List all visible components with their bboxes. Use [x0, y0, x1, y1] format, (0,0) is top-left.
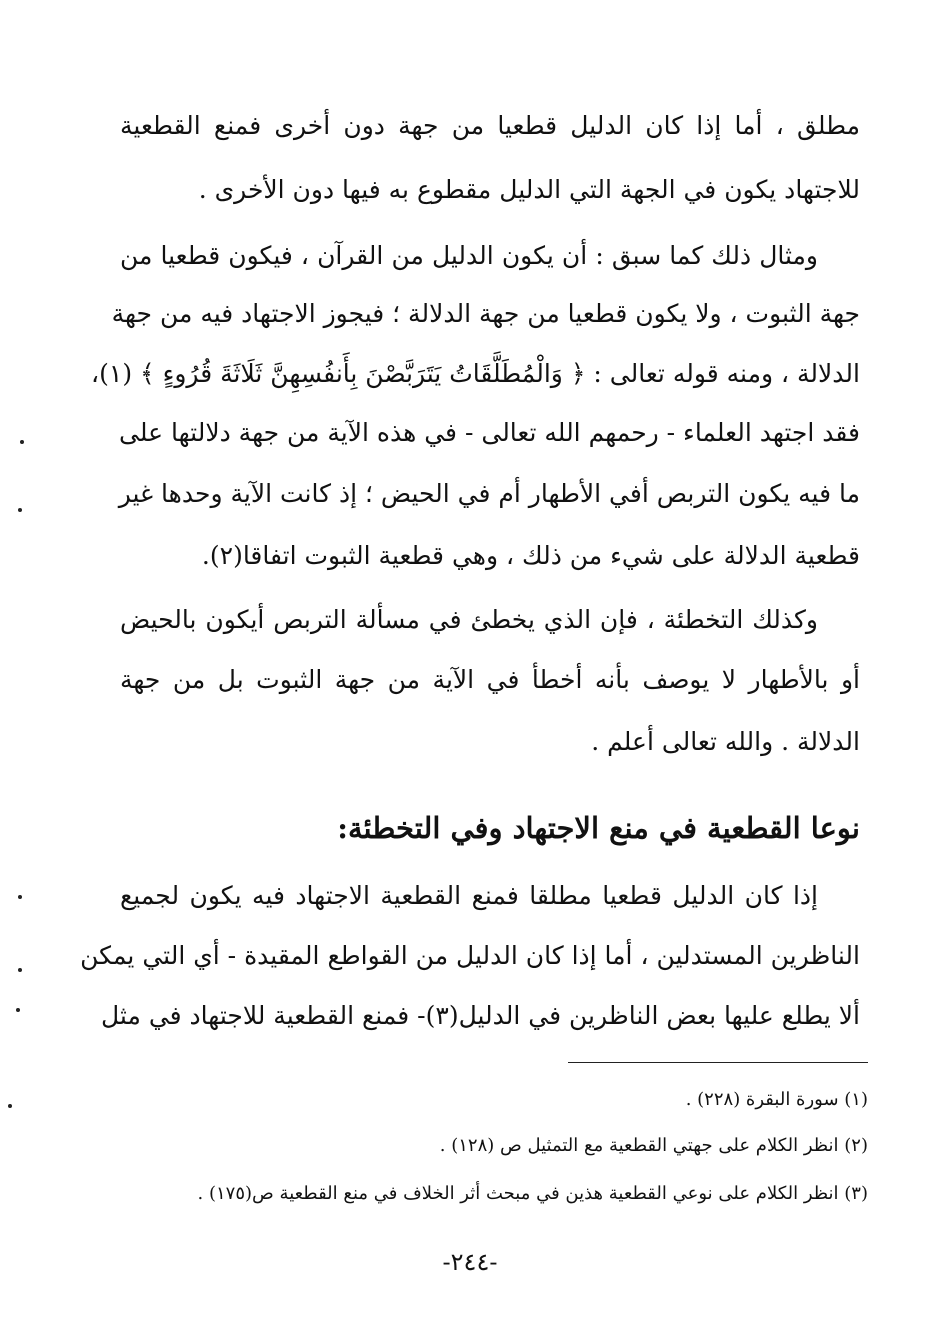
body-line-6: فقد اجتهد العلماء - رحمهم الله تعالى - في هذه الآية من جهة دلالتها على [119, 418, 860, 447]
body-line-5: الدلالة ، ومنه قوله تعالى : ﴿ وَالْمُطَلَّقَاتُ يَتَرَبَّصْنَ بِأَنفُسِهِنَّ ثَلَاثَةَ قُرُوءٍ ﴾ (١)، [91, 359, 860, 388]
section-heading: نوعا القطعية في منع الاجتهاد وفي التخطئة: [337, 811, 860, 845]
body-line-4: جهة الثبوت ، ولا يكون قطعيا من جهة الدلالة ؛ فيجوز الاجتهاد فيه من جهة [111, 299, 860, 328]
body-line-9: وكذلك التخطئة ، فإن الذي يخطئ في مسألة التربص أيكون بالحيض [120, 605, 818, 634]
scan-speck [8, 1104, 12, 1108]
body-line-13: الناظرين المستدلين ، أما إذا كان الدليل من القواطع المقيدة - أي التي يمكن [80, 941, 860, 970]
scan-speck [16, 1008, 20, 1012]
body-line-14: ألا يطلع عليها بعض الناظرين في الدليل(٣)- فمنع القطعية للاجتهاد في مثل [101, 1001, 860, 1030]
body-line-1: مطلق ، أما إذا كان الدليل قطعيا من جهة دون أخرى فمنع القطعية [120, 111, 860, 140]
footnote-separator [568, 1062, 868, 1063]
body-line-8: قطعية الدلالة على شيء من ذلك ، وهي قطعية الثبوت اتفاقا(٢). [201, 541, 860, 570]
body-line-7: ما فيه يكون التربص أفي الأطهار أم في الحيض ؛ إذ كانت الآية وحدها غير [118, 479, 860, 508]
footnote-1: (١) سورة البقرة (٢٢٨) . [685, 1089, 868, 1110]
body-line-11: الدلالة . والله تعالى أعلم . [591, 727, 860, 756]
body-line-2: للاجتهاد يكون في الجهة التي الدليل مقطوع به فيها دون الأخرى . [198, 175, 860, 204]
scan-speck [18, 895, 22, 899]
body-line-3: ومثال ذلك كما سبق : أن يكون الدليل من القرآن ، فيكون قطعيا من [120, 241, 818, 270]
body-line-10: أو بالأطهار لا يوصف بأنه أخطأ في الآية من جهة الثبوت بل من جهة [120, 665, 860, 694]
page-number: -٢٤٤- [442, 1248, 498, 1276]
body-line-12: إذا كان الدليل قطعيا مطلقا فمنع القطعية الاجتهاد فيه يكون لجميع [120, 881, 818, 910]
scan-speck [18, 508, 22, 512]
scan-speck [18, 968, 22, 972]
footnote-2: (٢) انظر الكلام على جهتي القطعية مع التمثيل ص (١٢٨) . [439, 1135, 868, 1156]
scan-speck [20, 440, 24, 444]
footnote-3: (٣) انظر الكلام على نوعي القطعية هذين في مبحث أثر الخلاف في منع القطعية ص(١٧٥) . [197, 1183, 868, 1204]
